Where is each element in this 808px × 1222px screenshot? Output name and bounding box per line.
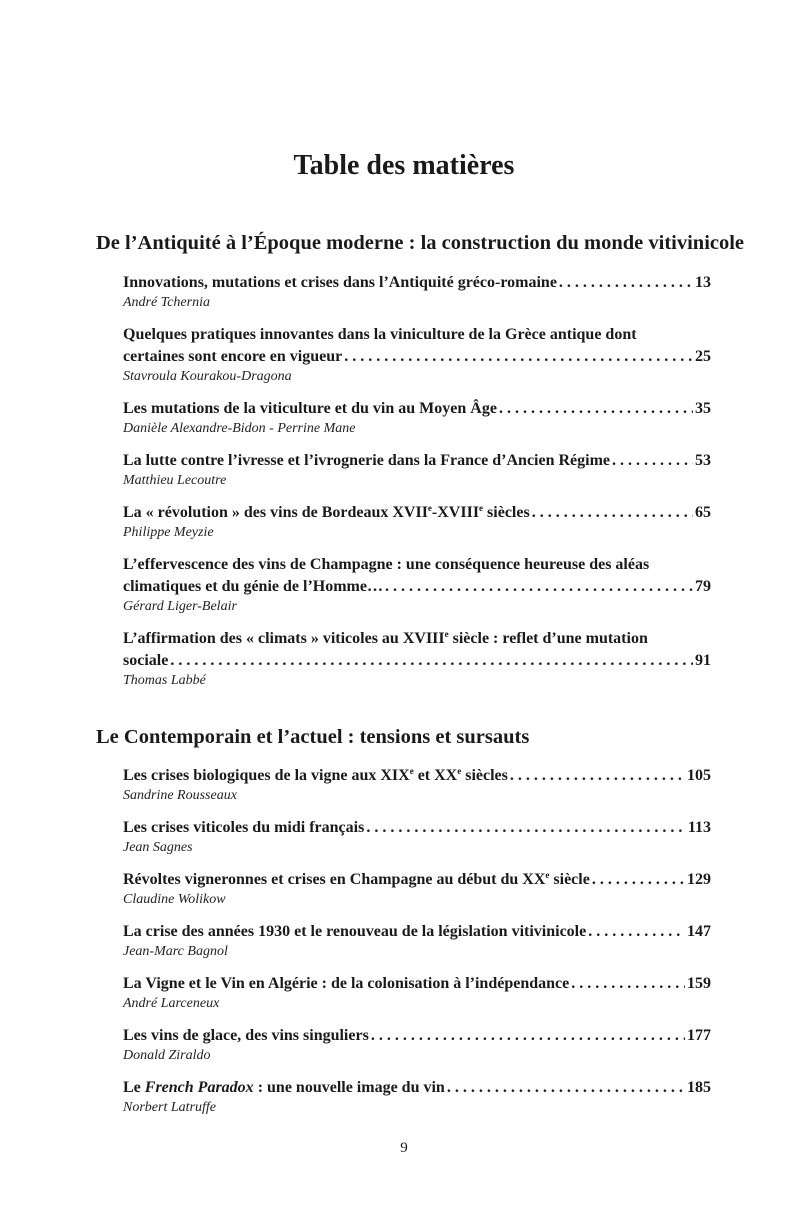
page-number: 13 (695, 274, 711, 291)
page-number: 113 (687, 819, 711, 836)
entry-title: La lutte contre l’ivresse et l’ivrognerie dans la France d’Ancien Régime (123, 452, 611, 469)
page-number: 159 (687, 975, 711, 992)
page-number: 53 (695, 452, 711, 469)
leader-dots (499, 398, 693, 420)
entry-title: Les vins de glace, des vins singuliers (123, 1027, 369, 1044)
entry-title: Les crises viticoles du midi français (123, 819, 365, 836)
entry-title-line1: L’effervescence des vins de Champagne : une conséquence heureuse des aléas (123, 556, 650, 573)
toc-entry[interactable] (123, 272, 711, 312)
entry-title: La « révolution » des vins de Bordeaux XVIIe-XVIIIe siècles (123, 503, 530, 521)
leader-dots (592, 869, 685, 891)
toc-entry[interactable] (123, 817, 711, 857)
entry-title: Révoltes vigneronnes et crises en Champagne au début du XXe siècle (123, 870, 590, 888)
entry-title: Les mutations de la viticulture et du vin au Moyen Âge (123, 400, 497, 417)
page-number: 25 (695, 348, 711, 365)
toc-entry[interactable] (123, 869, 711, 909)
entry-author: Philippe Meyzie (123, 525, 214, 540)
page-number: 35 (695, 400, 711, 417)
leader-dots (366, 817, 686, 839)
section-title-antiquity: De l’Antiquité à l’Époque moderne : la construction du monde vitivinicole (96, 232, 745, 254)
entry-author: Sandrine Rousseaux (123, 788, 237, 803)
leader-dots (559, 272, 693, 294)
entry-author: Danièle Alexandre-Bidon - Perrine Mane (123, 421, 356, 436)
leader-dots (385, 576, 693, 598)
toc-entry[interactable] (123, 324, 711, 386)
leader-dots (532, 502, 693, 524)
entry-title-line1: L’affirmation des « climats » viticoles au XVIIIe siècle : reflet d’une mutation (123, 629, 648, 647)
entry-author: Donald Ziraldo (123, 1048, 211, 1063)
toc-entry[interactable] (123, 765, 711, 805)
entry-title: Le French Paradox : une nouvelle image du vin (123, 1079, 445, 1096)
page-number: 177 (687, 1027, 711, 1044)
toc-entry[interactable] (123, 921, 711, 961)
toc-entry[interactable] (123, 554, 711, 616)
entry-author: André Tchernia (123, 295, 210, 310)
leader-dots (371, 1025, 685, 1047)
page-number: 79 (695, 578, 711, 595)
entry-author: Matthieu Lecoutre (123, 473, 227, 488)
page-number: 105 (687, 767, 711, 784)
toc-entry[interactable] (123, 450, 711, 490)
entry-title: Les crises biologiques de la vigne aux XIXe et XXe siècles (123, 766, 508, 784)
page-title: Table des matières (293, 150, 515, 181)
section-title-contemporary: Le Contemporain et l’actuel : tensions et sursauts (96, 726, 530, 748)
entry-author: Gérard Liger-Belair (123, 599, 237, 614)
entry-title: climatiques et du génie de l’Homme… (123, 578, 383, 595)
leader-dots (344, 346, 693, 368)
entry-author: Norbert Latruffe (123, 1100, 216, 1115)
entry-author: Thomas Labbé (123, 673, 206, 688)
entry-title: Innovations, mutations et crises dans l’Antiquité gréco-romaine (123, 274, 557, 291)
page-folio: 9 (400, 1140, 408, 1156)
entry-author: Claudine Wolikow (123, 892, 226, 907)
leader-dots (447, 1077, 685, 1099)
entry-title: La crise des années 1930 et le renouveau de la législation vitivinicole (123, 923, 587, 940)
toc-entry[interactable] (123, 398, 711, 438)
entry-author: Stavroula Kourakou-Dragona (123, 369, 292, 384)
toc-entry[interactable] (123, 1077, 711, 1117)
page-number: 147 (687, 923, 711, 940)
entry-title: certaines sont encore en vigueur (123, 348, 343, 365)
entry-title: sociale (123, 652, 169, 669)
page-number: 129 (687, 871, 711, 888)
entry-title-line1: Quelques pratiques innovantes dans la viniculture de la Grèce antique dont (123, 326, 637, 343)
toc-entry[interactable] (123, 1025, 711, 1065)
leader-dots (170, 650, 693, 672)
leader-dots (588, 921, 685, 943)
toc-entry[interactable] (123, 502, 711, 542)
page-number: 65 (695, 504, 711, 521)
entry-author: Jean Sagnes (123, 840, 193, 855)
entry-title: La Vigne et le Vin en Algérie : de la colonisation à l’indépendance (123, 975, 570, 992)
page-number: 91 (695, 652, 711, 669)
leader-dots (571, 973, 685, 995)
leader-dots (612, 450, 693, 472)
toc-entry[interactable] (123, 973, 711, 1013)
toc-entry[interactable] (123, 628, 711, 690)
entry-author: Jean-Marc Bagnol (123, 944, 228, 959)
entry-author: André Larceneux (123, 996, 220, 1011)
leader-dots (510, 765, 685, 787)
page-number: 185 (687, 1079, 711, 1096)
